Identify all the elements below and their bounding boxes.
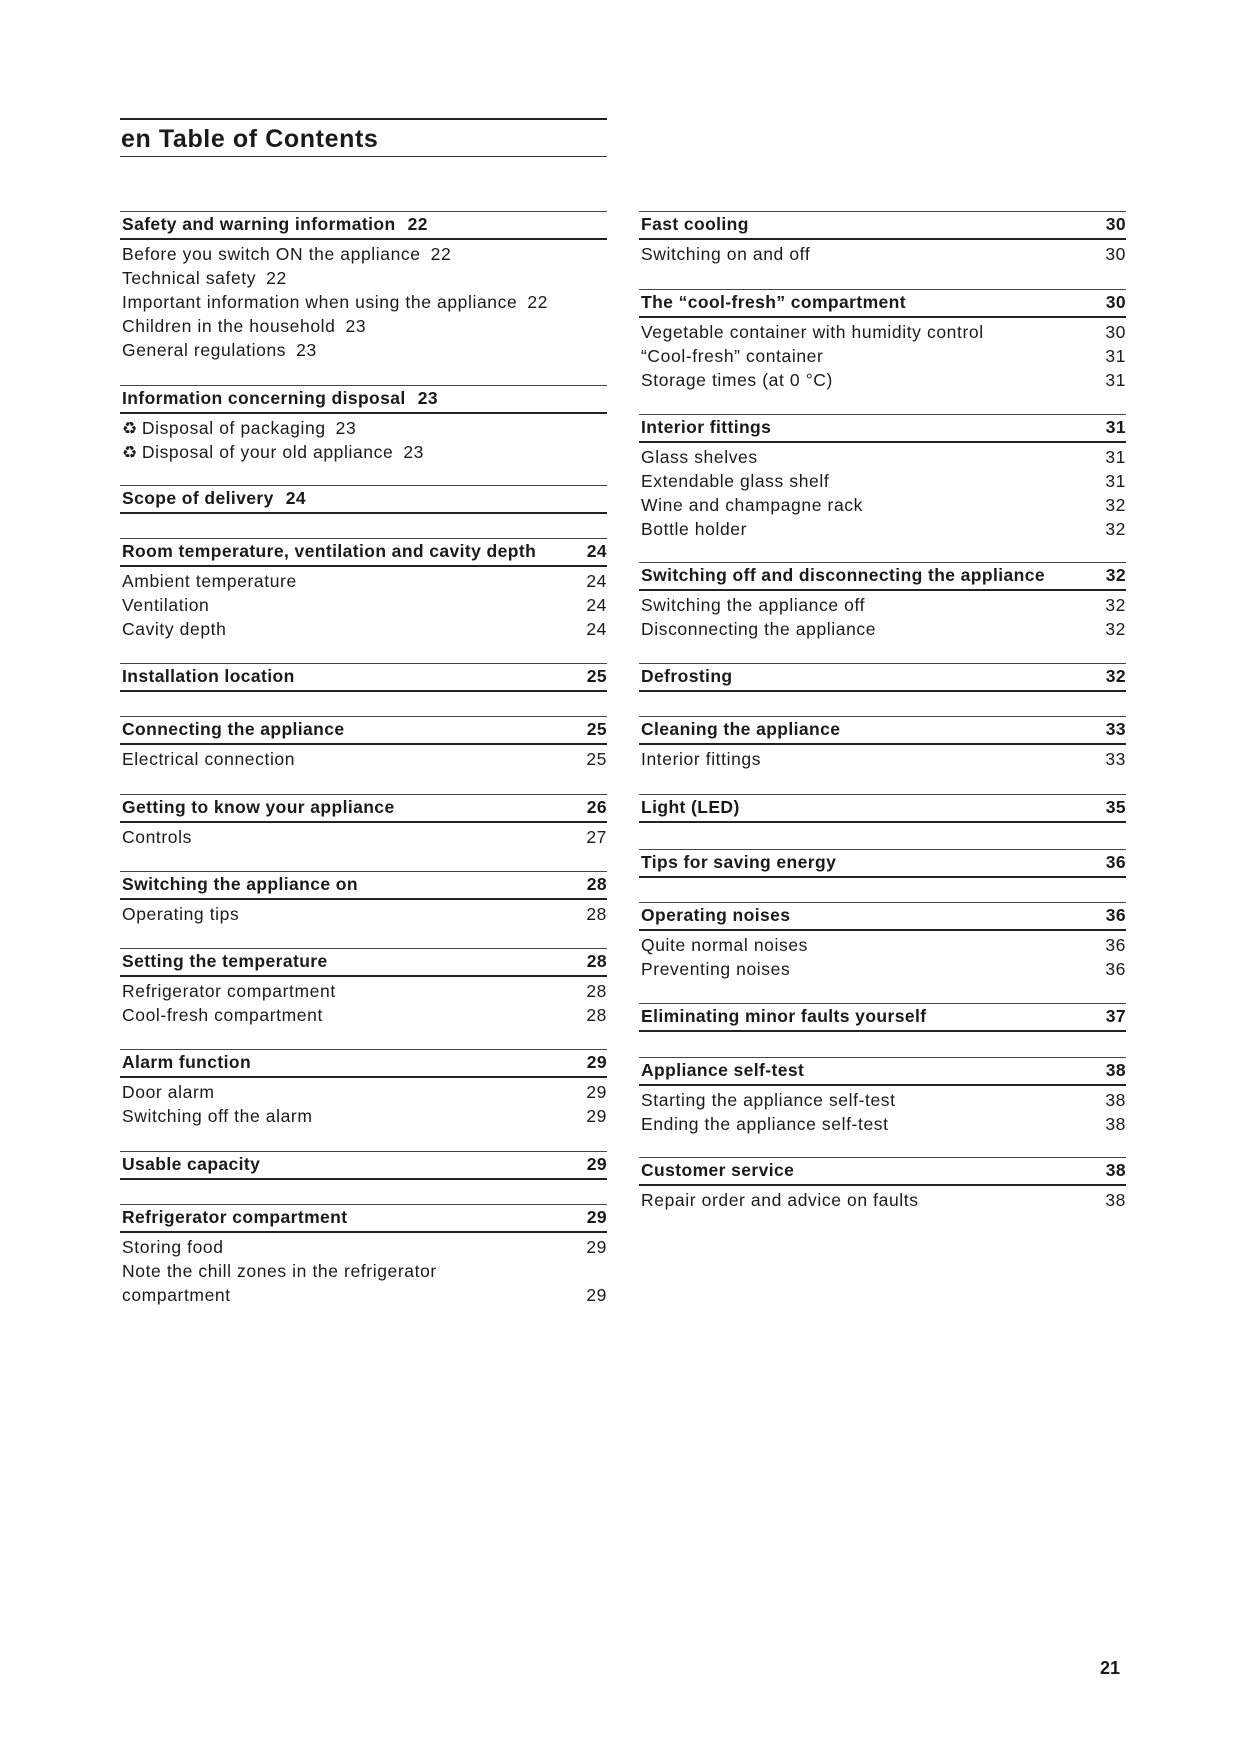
page-header [120, 118, 607, 157]
toc-entry[interactable] [639, 1112, 1126, 1136]
entry-page: 23 [335, 418, 357, 438]
entry-page: 22 [527, 292, 548, 312]
heading-page: 23 [417, 388, 438, 408]
heading-label: Installation location [122, 666, 295, 686]
toc-entry[interactable] [120, 1235, 607, 1259]
entry-label: Refrigerator compartment [122, 981, 336, 1001]
toc-section-connecting [120, 716, 607, 771]
entry-page: 24 [586, 619, 607, 639]
entry-page: 22 [430, 244, 452, 264]
entry-label: General regulations [122, 340, 287, 360]
entry-page: 29 [586, 1082, 607, 1102]
toc-entry[interactable] [639, 1188, 1126, 1212]
entry-page: 24 [586, 595, 607, 615]
toc-section-faults [639, 1003, 1126, 1032]
toc-section-alarm [120, 1049, 607, 1128]
entry-page: 32 [1105, 519, 1126, 539]
entry-page: 31 [1105, 471, 1126, 491]
heading-label: Setting the temperature [122, 951, 328, 971]
toc-section-scope [120, 485, 607, 514]
heading-label: Cleaning the appliance [641, 719, 841, 739]
toc-entry[interactable] [120, 569, 607, 593]
toc-section-fast-cooling [639, 211, 1126, 266]
entry-label: Electrical connection [122, 749, 296, 769]
toc-entry[interactable] [120, 1080, 607, 1104]
entry-page: 38 [1105, 1114, 1126, 1134]
heading-page: 29 [586, 1154, 607, 1174]
entry-label: Technical safety [122, 268, 257, 288]
toc-section-switch-off [639, 562, 1126, 641]
toc-heading[interactable] [120, 485, 607, 514]
toc-heading[interactable] [639, 1157, 1126, 1186]
entry-label: Bottle holder [641, 519, 748, 539]
heading-label: Switching off and disconnecting the appliance [641, 565, 1045, 585]
heading-label: The “cool-fresh” compartment [641, 292, 906, 312]
entry-label: Before you switch ON the appliance [122, 244, 421, 264]
toc-heading[interactable] [120, 716, 607, 745]
entry-label: Ending the appliance self-test [641, 1114, 889, 1134]
toc-section-safety [120, 211, 607, 362]
toc-heading[interactable] [639, 902, 1126, 931]
toc-heading[interactable] [120, 1151, 607, 1180]
entry-label: Repair order and advice on faults [641, 1190, 919, 1210]
toc-entry[interactable] [639, 344, 1126, 368]
entry-label: Operating tips [122, 904, 240, 924]
heading-label: Interior fittings [641, 417, 772, 437]
toc-entry[interactable] [120, 1104, 607, 1128]
entry-page: 28 [586, 981, 607, 1001]
toc-entry[interactable] [120, 1283, 607, 1307]
toc-heading[interactable] [639, 211, 1126, 240]
entry-page: 23 [296, 340, 317, 360]
toc-entry[interactable] [120, 825, 607, 849]
toc-heading[interactable] [120, 1049, 607, 1078]
entry-label: Switching off the alarm [122, 1106, 313, 1126]
entry-page: 36 [1105, 959, 1126, 979]
entry-page: 24 [586, 571, 607, 591]
entry-label: compartment [122, 1285, 231, 1305]
entry-label: Note the chill zones in the refrigerator [122, 1261, 437, 1281]
heading-label: Safety and warning information [122, 214, 396, 234]
toc-heading[interactable] [120, 385, 607, 414]
entry-page: 31 [1105, 346, 1126, 366]
heading-page: 22 [407, 214, 428, 234]
recycle-icon: ♻ [122, 419, 138, 438]
heading-page: 35 [1105, 797, 1126, 817]
toc-entry[interactable] [120, 1003, 607, 1027]
entry-label: Quite normal noises [641, 935, 809, 955]
heading-label: Light (LED) [641, 797, 740, 817]
toc-section-refrigerator [120, 1204, 607, 1307]
entry-page: 32 [1105, 595, 1126, 615]
entry-label: Switching on and off [641, 244, 811, 264]
entry-label: Wine and champagne rack [641, 495, 863, 515]
heading-page: 32 [1105, 565, 1126, 585]
heading-label: Alarm function [122, 1052, 252, 1072]
toc-section-customer-service [639, 1157, 1126, 1212]
toc-entry[interactable] [120, 338, 607, 362]
entry-page: 30 [1105, 244, 1126, 264]
toc-entry[interactable] [120, 979, 607, 1003]
heading-label: Tips for saving energy [641, 852, 837, 872]
toc-entry[interactable] [120, 416, 607, 440]
heading-page: 37 [1105, 1006, 1126, 1026]
entry-label: Disposal of packaging [141, 418, 326, 438]
toc-entry[interactable] [639, 933, 1126, 957]
entry-label: Controls [122, 827, 192, 847]
heading-label: Room temperature, ventilation and cavity depth [122, 541, 537, 561]
toc-heading[interactable] [639, 663, 1126, 692]
entry-page: 23 [403, 442, 424, 462]
page-title: en Table of Contents [121, 125, 379, 153]
entry-label: Disposal of your old appliance [141, 442, 394, 462]
toc-entry[interactable] [639, 320, 1126, 344]
entry-page: 33 [1105, 749, 1126, 769]
toc-heading[interactable] [120, 948, 607, 977]
entry-label: Storing food [122, 1237, 224, 1257]
heading-page: 26 [586, 797, 607, 817]
heading-label: Fast cooling [641, 214, 749, 234]
toc-entry[interactable] [120, 266, 607, 290]
toc-section-switching-on [120, 871, 607, 926]
entry-label: Starting the appliance self-test [641, 1090, 896, 1110]
heading-page: 36 [1105, 905, 1126, 925]
heading-page: 32 [1105, 666, 1126, 686]
entry-label: Cool-fresh compartment [122, 1005, 323, 1025]
toc-section-getting-to-know [120, 794, 607, 849]
heading-label: Switching the appliance on [122, 874, 358, 894]
toc-heading[interactable] [120, 1204, 607, 1233]
entry-page: 25 [586, 749, 607, 769]
heading-label: Refrigerator compartment [122, 1207, 348, 1227]
heading-page: 25 [586, 666, 607, 686]
toc-heading[interactable] [120, 663, 607, 692]
entry-label: Switching the appliance off [641, 595, 866, 615]
entry-page: 32 [1105, 495, 1126, 515]
toc-heading[interactable] [639, 794, 1126, 823]
entry-label: Ventilation [122, 595, 210, 615]
entry-page: 28 [586, 904, 607, 924]
heading-page: 38 [1105, 1060, 1126, 1080]
entry-page: 30 [1105, 322, 1126, 342]
toc-entry[interactable] [639, 368, 1126, 392]
toc-heading[interactable] [639, 289, 1126, 318]
heading-page: 38 [1105, 1160, 1126, 1180]
toc-heading[interactable] [639, 414, 1126, 443]
entry-page: 31 [1105, 370, 1126, 390]
entry-label: Children in the household [122, 316, 336, 336]
entry-label: Vegetable container with humidity control [641, 322, 984, 342]
entry-label: “Cool-fresh” container [641, 346, 824, 366]
heading-page: 29 [586, 1052, 607, 1072]
entry-label: Interior fittings [641, 749, 762, 769]
entry-page: 22 [266, 268, 287, 288]
entry-page: 28 [586, 1005, 607, 1025]
page-number: 21 [1100, 1658, 1121, 1678]
heading-page: 33 [1105, 719, 1126, 739]
entry-label: Disconnecting the appliance [641, 619, 877, 639]
toc-entry[interactable] [120, 617, 607, 641]
toc-entry[interactable] [120, 290, 607, 314]
heading-label: Operating noises [641, 905, 791, 925]
toc-section-interior-fittings [639, 414, 1126, 541]
entry-page: 32 [1105, 619, 1126, 639]
recycle-icon: ♻ [122, 443, 138, 462]
toc-heading[interactable] [120, 871, 607, 900]
entry-page: 29 [586, 1237, 607, 1257]
toc-section-room [120, 538, 607, 641]
toc-entry[interactable] [639, 493, 1126, 517]
entry-page: 38 [1105, 1090, 1126, 1110]
toc-section-self-test [639, 1057, 1126, 1136]
toc-entry[interactable] [639, 445, 1126, 469]
heading-page: 30 [1105, 214, 1126, 234]
entry-page: 27 [586, 827, 607, 847]
toc-entry[interactable] [120, 242, 607, 266]
heading-label: Scope of delivery [122, 488, 274, 508]
toc-section-disposal [120, 385, 607, 464]
heading-label: Eliminating minor faults yourself [641, 1006, 927, 1026]
heading-page: 36 [1105, 852, 1126, 872]
toc-section-temperature [120, 948, 607, 1027]
toc-entry[interactable] [639, 1088, 1126, 1112]
toc-heading[interactable] [639, 1057, 1126, 1086]
entry-page: 38 [1105, 1190, 1126, 1210]
toc-entry[interactable] [120, 314, 607, 338]
entry-page: 31 [1105, 447, 1126, 467]
entry-page: 29 [586, 1106, 607, 1126]
toc-section-energy-tips [639, 849, 1126, 878]
toc-entry[interactable] [639, 747, 1126, 771]
entry-label: Glass shelves [641, 447, 758, 467]
heading-label: Defrosting [641, 666, 733, 686]
toc-section-defrosting [639, 663, 1126, 692]
heading-page: 29 [586, 1207, 607, 1227]
entry-page: 23 [345, 316, 367, 336]
toc-section-cleaning [639, 716, 1126, 771]
entry-label: Door alarm [122, 1082, 215, 1102]
toc-heading[interactable] [639, 562, 1126, 591]
toc-entry[interactable] [639, 617, 1126, 641]
toc-entry[interactable] [120, 1259, 607, 1283]
entry-label: Ambient temperature [122, 571, 297, 591]
heading-label: Connecting the appliance [122, 719, 345, 739]
heading-page: 24 [285, 488, 306, 508]
heading-page: 24 [586, 541, 607, 561]
toc-entry[interactable] [639, 517, 1126, 541]
heading-label: Appliance self-test [641, 1060, 805, 1080]
toc-heading[interactable] [639, 849, 1126, 878]
toc-entry[interactable] [120, 902, 607, 926]
entry-label: Storage times (at 0 °C) [641, 370, 833, 390]
heading-page: 28 [586, 874, 607, 894]
entry-page: 36 [1105, 935, 1126, 955]
entry-page: 29 [586, 1285, 607, 1305]
toc-entry[interactable] [120, 440, 607, 464]
toc-section-installation [120, 663, 607, 692]
heading-label: Customer service [641, 1160, 795, 1180]
heading-page: 30 [1105, 292, 1126, 312]
toc-entry[interactable] [639, 593, 1126, 617]
toc-entry[interactable] [120, 593, 607, 617]
entry-label: Extendable glass shelf [641, 471, 830, 491]
heading-label: Usable capacity [122, 1154, 261, 1174]
entry-label: Cavity depth [122, 619, 227, 639]
entry-label: Preventing noises [641, 959, 791, 979]
toc-heading[interactable] [639, 1003, 1126, 1032]
toc-heading[interactable] [639, 716, 1126, 745]
toc-section-cool-fresh [639, 289, 1126, 392]
toc-section-light [639, 794, 1126, 823]
heading-label: Information concerning disposal [122, 388, 406, 408]
toc-section-usable-capacity [120, 1151, 607, 1180]
heading-page: 25 [586, 719, 607, 739]
toc-section-noises [639, 902, 1126, 981]
heading-label: Getting to know your appliance [122, 797, 395, 817]
toc-heading[interactable] [120, 211, 607, 240]
entry-label: Important information when using the appliance [122, 292, 518, 312]
toc-entry[interactable] [639, 957, 1126, 981]
toc-entry[interactable] [639, 242, 1126, 266]
toc-heading[interactable] [120, 794, 607, 823]
toc-entry[interactable] [120, 747, 607, 771]
heading-page: 31 [1105, 417, 1126, 437]
toc-heading[interactable] [120, 538, 607, 567]
toc-entry[interactable] [639, 469, 1126, 493]
heading-page: 28 [586, 951, 607, 971]
